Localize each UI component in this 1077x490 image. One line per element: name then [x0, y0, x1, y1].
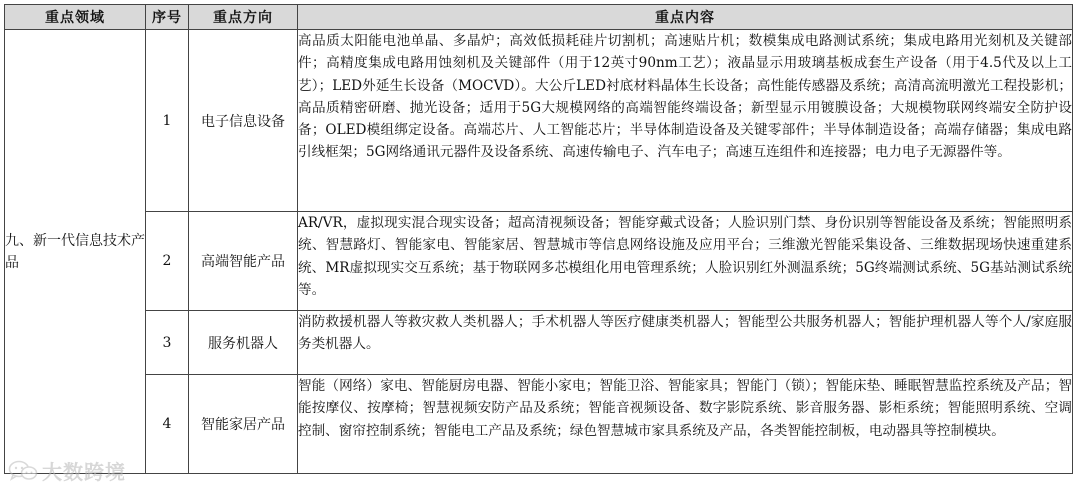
table-row [5, 212, 1073, 311]
content-table [4, 4, 1073, 474]
row-number: 3 [146, 311, 189, 375]
row-direction: 电子信息设备 [189, 30, 298, 212]
watermark-text: 大数跨境 [42, 460, 126, 484]
table-row [5, 311, 1073, 375]
row-content: 智能（网络）家电、智能厨房电器、智能小家电；智能卫浴、智能家具；智能门（锁）；智能床垫、睡眠智慧监控系统及产品；智能按摩仪、按摩椅；智慧视频安防产品及系统；智能音视频设备、数字影院系统、影音服务器、影柜系统；智能照明系统、空调控制、窗帘控制系统；智能电工产品及系统；绿色智慧城市家具系统及产品，各类智能控制板，电动器具等控制模块。 [298, 375, 1073, 474]
field-name-cell: 九、新一代信息技术产品 [5, 30, 146, 474]
row-number: 4 [146, 375, 189, 474]
table-row [5, 375, 1073, 474]
row-content: 消防救援机器人等救灾救人类机器人；手术机器人等医疗健康类机器人；智能型公共服务机器人；智能护理机器人等个人/家庭服务类机器人。 [298, 311, 1073, 375]
header-content: 重点内容 [298, 5, 1073, 30]
row-direction: 服务机器人 [189, 311, 298, 375]
header-row [5, 5, 1073, 30]
header-field: 重点领域 [5, 5, 146, 30]
table-row [5, 30, 1073, 212]
header-direction: 重点方向 [189, 5, 298, 30]
row-direction: 智能家居产品 [189, 375, 298, 474]
row-content: 高品质太阳能电池单晶、多晶炉；高效低损耗硅片切割机；高速贴片机；数模集成电路测试系统；集成电路用光刻机及关键部件；高精度集成电路用蚀刻机及关键部件（用于12英寸90nm工艺）；液晶显示用玻璃基板成套生产设备（用于4.5代及以上工艺）；LED外延生长设备（MOCVD）。大公斤LED衬底材料晶体生长设备；高性能传感器及系统；高清高流明激光工程投影机；高品质精密研磨、抛光设备；适用于5G大规模网络的高端智能终端设备；新型显示用镀膜设备；大规模物联网终端安全防护设备；OLED模组绑定设备。高端芯片、人工智能芯片；半导体制造设备及关键零部件；半导体制造设备；高端存储器；集成电路引线框架；5G网络通讯元器件及设备系统、高速传输电子、汽车电子；高速互连组件和连接器；电力电子无源器件等。 [298, 30, 1073, 212]
header-number: 序号 [146, 5, 189, 30]
row-content: AR/VR，虚拟现实混合现实设备；超高清视频设备；智能穿戴式设备；人脸识别门禁、身份识别等智能设备及系统；智能照明系统、智慧路灯、智能家电、智能家居、智慧城市等信息网络设施及应用平台；三维激光智能采集设备、三维数据现场快速重建系统、MR虚拟现实交互系统；基于物联网多芯模组化用电管理系统；人脸识别红外测温系统；5G终端测试系统、5G基站测试系统等。 [298, 212, 1073, 311]
row-number: 1 [146, 30, 189, 212]
row-direction: 高端智能产品 [189, 212, 298, 311]
row-number: 2 [146, 212, 189, 311]
